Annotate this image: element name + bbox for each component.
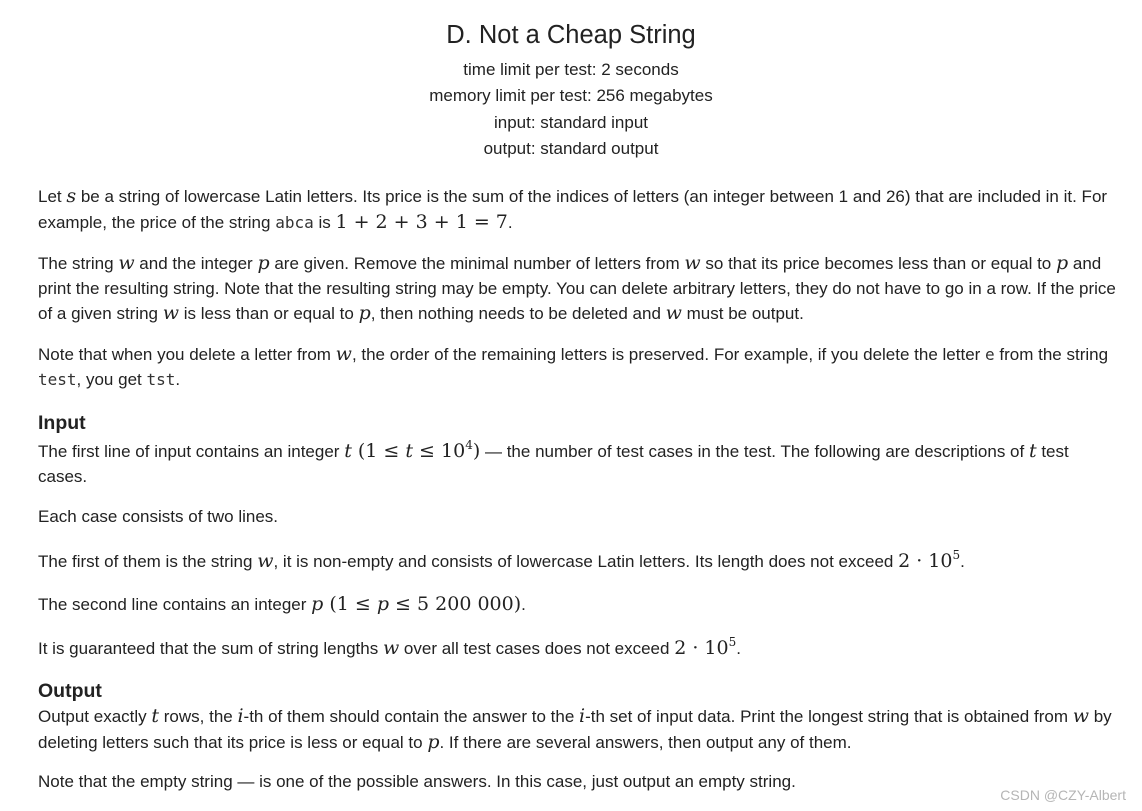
- time-limit: time limit per test: 2 seconds: [463, 59, 679, 79]
- problem-title: D. Not a Cheap String: [446, 21, 696, 49]
- watermark: CSDN @CZY-Albert: [1000, 787, 1126, 803]
- input-heading: Input: [38, 412, 86, 434]
- statement-paragraph-1: Let s be a string of lowercase Latin letters. Its price is the sum of the indices of letters (an integer between 1 and 26) that are included in it. For example, the price of the string abca is 1 + 2 + 3 + 1 = 7.: [38, 185, 1108, 233]
- output-paragraph-2: Note that the empty string — is one of the possible answers. In this case, just output an empty string.: [38, 772, 796, 791]
- memory-limit: memory limit per test: 256 megabytes: [429, 86, 713, 106]
- input-paragraph-5: It is guaranteed that the sum of string lengths w over all test cases does not exceed $2 \cdot 10^5$.: [38, 635, 741, 659]
- problem-header: [0, 0, 1142, 163]
- input-paragraph-3: The first of them is the string w, it is non-empty and consists of lowercase Latin letters. Its length does not exceed $2 \cdot 10^5$.: [38, 548, 965, 572]
- statement-paragraph-2: The string w and the integer p are given. Remove the minimal number of letters from w so that its price becomes less than or equal to p and print the resulting string. Note that the resulting string may be empty. You can delete arbitrary letters, they do not have to go in a row. If the price of a given string w is less than or equal to p, then nothing needs to be deleted and w must be output.: [38, 252, 1116, 324]
- output-paragraph-1: Output exactly t rows, the i-th of them should contain the answer to the i-th set of input data. Print the longest string that is obtained from w by deleting letters such that its price is less or equal to p. If there are several answers, then output any of them.: [38, 705, 1112, 753]
- output-file: output: standard output: [483, 139, 659, 159]
- input-paragraph-1: The first line of input contains an integer t $(1 \le t \le 10^4)$ — the number of test cases in the test. The following are descriptions of t test cases.: [38, 438, 1069, 486]
- input-paragraph-4: The second line contains an integer p (1 ≤ p ≤ 5 200 000).: [38, 593, 526, 615]
- input-file: input: standard input: [493, 112, 649, 132]
- input-paragraph-2: Each case consists of two lines.: [38, 507, 279, 526]
- output-heading: Output: [38, 680, 102, 702]
- statement-paragraph-3: Note that when you delete a letter from w, the order of the remaining letters is preserved. For example, if you delete the letter e from the string test, you get tst.: [38, 343, 1109, 389]
